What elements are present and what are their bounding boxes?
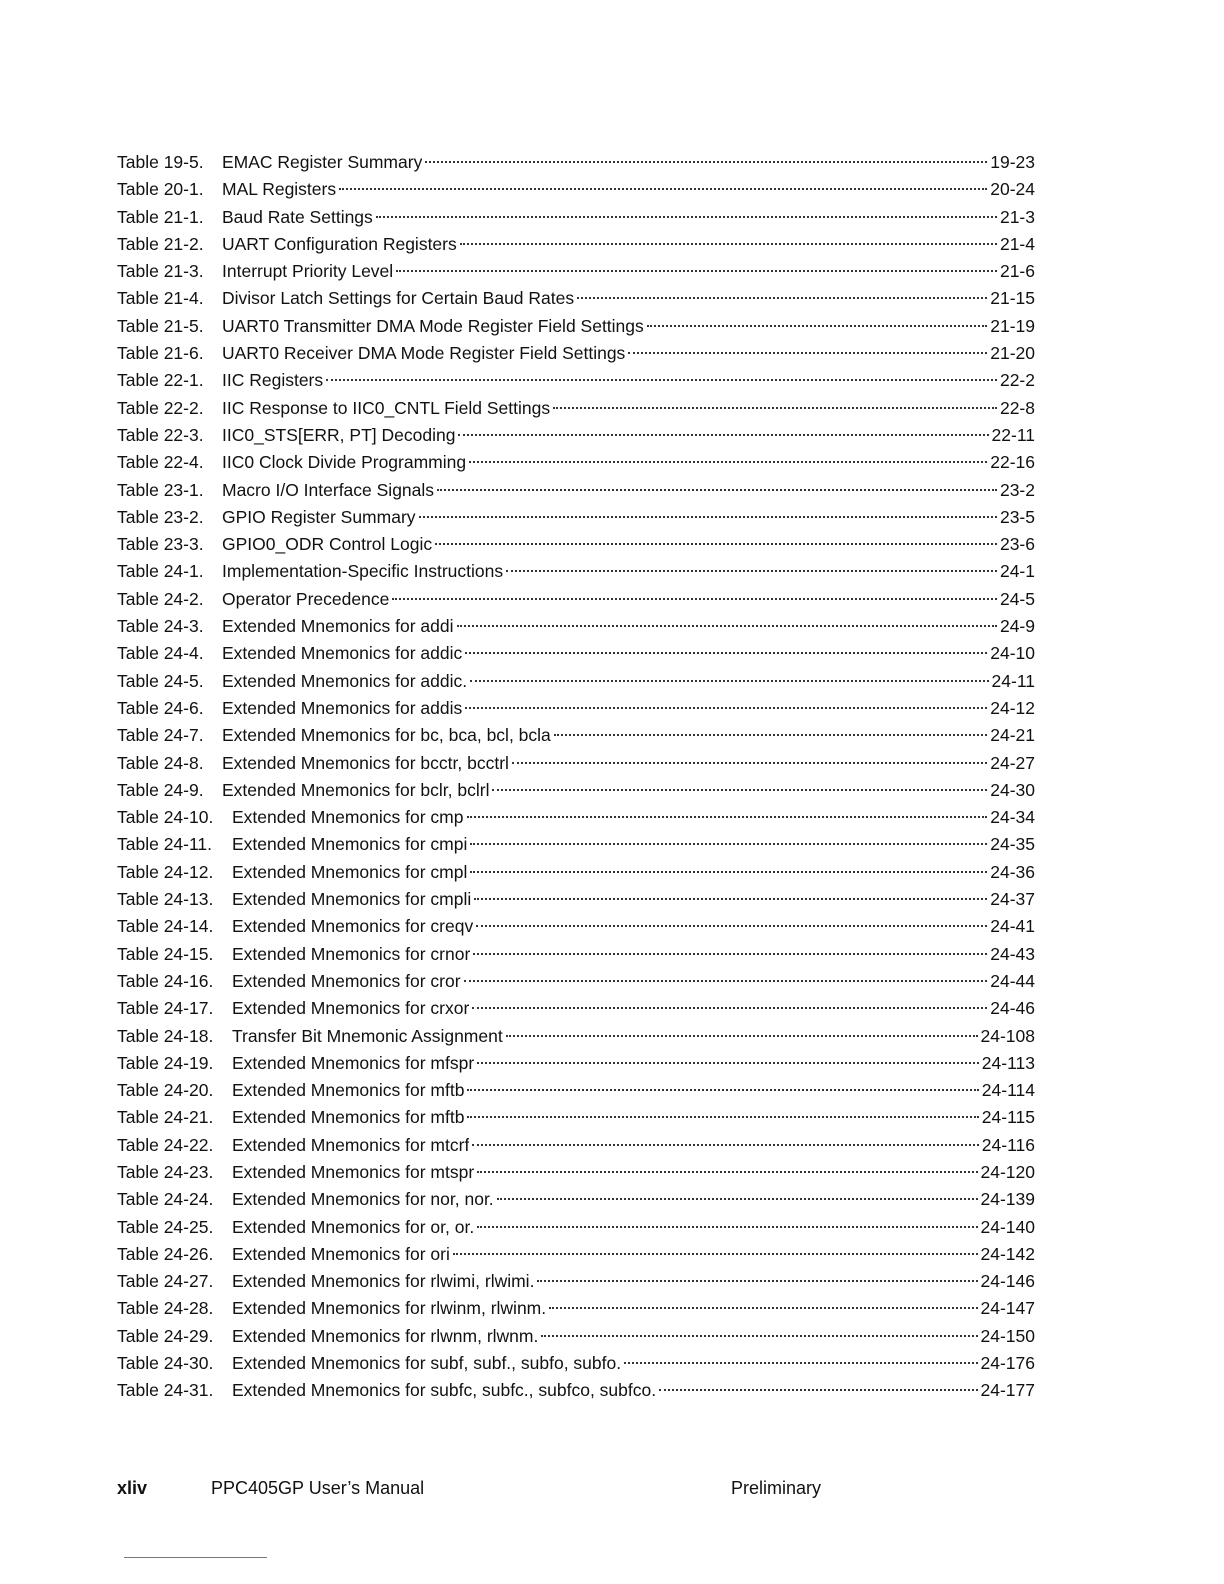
toc-entry-page: 24-146 [980, 1271, 1035, 1292]
toc-entry-number: Table 24-22. [117, 1134, 214, 1155]
toc-entry[interactable] [117, 613, 1035, 640]
toc-entry-page: 24-177 [980, 1380, 1035, 1401]
dot-leader [554, 734, 987, 736]
dot-leader [472, 1007, 987, 1009]
dot-leader [376, 216, 997, 218]
toc-entry-number: Table 24-4. [117, 643, 204, 664]
dot-leader [465, 707, 987, 709]
dot-leader [477, 1171, 977, 1173]
toc-entry-title: Extended Mnemonics for or, or. [232, 1216, 475, 1237]
toc-entry-page: 23-2 [999, 479, 1035, 500]
toc-entry-title: Extended Mnemonics for bclr, bclrl [222, 779, 490, 800]
dot-leader [512, 762, 987, 764]
toc-entry[interactable] [117, 340, 1035, 367]
toc-entry-page: 24-43 [990, 943, 1035, 964]
toc-entry-number: Table 24-9. [117, 779, 204, 800]
toc-entry-page: 24-150 [980, 1325, 1035, 1346]
toc-entry-title: Extended Mnemonics for crxor [232, 998, 470, 1019]
toc-entry-page: 23-6 [999, 534, 1035, 555]
toc-entry-number: Table 24-28. [117, 1298, 214, 1319]
toc-entry[interactable] [117, 449, 1035, 476]
toc-entry-page: 21-19 [990, 315, 1035, 336]
dot-leader [460, 243, 997, 245]
toc-entry-title: Extended Mnemonics for mtcrf [232, 1134, 470, 1155]
toc-entry-title: Extended Mnemonics for bcctr, bcctrl [222, 752, 509, 773]
toc-entry-title: Interrupt Priority Level [222, 261, 394, 282]
toc-entry[interactable] [117, 176, 1035, 203]
toc-entry-page: 24-27 [990, 752, 1035, 773]
toc-entry[interactable] [117, 1241, 1035, 1268]
toc-entry-page: 24-113 [981, 1052, 1035, 1073]
toc-entry-number: Table 24-21. [117, 1107, 214, 1128]
toc-entry-title: IIC Registers [222, 370, 324, 391]
dot-leader [435, 543, 997, 545]
dot-leader [472, 1144, 978, 1146]
toc-entry[interactable] [117, 313, 1035, 340]
toc-entry-page: 21-4 [999, 233, 1035, 254]
dot-leader [577, 297, 987, 299]
toc-entry[interactable] [117, 695, 1035, 722]
toc-entry-page: 24-44 [990, 970, 1035, 991]
toc-entry-title: EMAC Register Summary [222, 152, 423, 172]
dot-leader [326, 379, 997, 381]
toc-entry-number: Table 24-12. [117, 861, 214, 882]
toc-entry[interactable] [117, 1132, 1035, 1159]
toc-entry-title: Transfer Bit Mnemonic Assignment [232, 1025, 503, 1046]
toc-entry-title: Extended Mnemonics for bc, bca, bcl, bcla [222, 725, 551, 746]
toc-entry[interactable] [117, 1295, 1035, 1322]
toc-entry-page: 24-21 [990, 725, 1035, 746]
toc-entry-title: Extended Mnemonics for cmpli [232, 889, 472, 910]
toc-entry-title: IIC0 Clock Divide Programming [222, 452, 467, 473]
toc-entry-number: Table 19-5. [117, 152, 204, 172]
toc-entry[interactable] [117, 204, 1035, 231]
toc-entry[interactable] [117, 558, 1035, 585]
toc-entry-page: 24-11 [991, 670, 1035, 691]
toc-entry-title: Extended Mnemonics for cror [232, 970, 461, 991]
toc-entry-title: Macro I/O Interface Signals [222, 479, 435, 500]
toc-entry-page: 22-8 [999, 397, 1035, 418]
toc-entry-page: 24-140 [980, 1216, 1035, 1237]
toc-entry-number: Table 24-10. [117, 807, 214, 828]
toc-entry-number: Table 21-4. [117, 288, 204, 309]
toc-entry-title: Extended Mnemonics for ori [232, 1243, 450, 1264]
toc-entry[interactable] [117, 1350, 1035, 1377]
toc-entry[interactable] [117, 750, 1035, 777]
toc-entry-number: Table 24-19. [117, 1052, 214, 1073]
toc-entry-title: Extended Mnemonics for rlwimi, rlwimi. [232, 1271, 535, 1292]
toc-entry-title: Extended Mnemonics for mftb [232, 1080, 465, 1101]
dot-leader [392, 598, 997, 600]
toc-entry-page: 24-116 [981, 1134, 1035, 1155]
dot-leader [537, 1280, 977, 1282]
toc-entry-number: Table 21-6. [117, 343, 204, 364]
toc-entry[interactable] [117, 395, 1035, 422]
toc-entry[interactable] [117, 1104, 1035, 1131]
dot-leader [473, 953, 987, 955]
toc-entry-title: UART Configuration Registers [222, 233, 457, 254]
toc-entry-page: 24-115 [981, 1107, 1035, 1128]
dot-leader [497, 1198, 978, 1200]
bottom-rule-divider [124, 1557, 267, 1558]
toc-entry-number: Table 23-2. [117, 506, 204, 527]
toc-entry-page: 22-11 [991, 424, 1035, 445]
toc-entry[interactable] [117, 1159, 1035, 1186]
toc-entry-number: Table 24-1. [117, 561, 204, 582]
dot-leader [647, 325, 987, 327]
toc-entry-page: 21-15 [990, 288, 1035, 309]
list-of-tables [117, 149, 1035, 1405]
toc-entry-title: UART0 Transmitter DMA Mode Register Field Settings [222, 315, 644, 336]
toc-entry-page: 24-10 [990, 643, 1035, 664]
toc-entry-title: Extended Mnemonics for nor, nor. [232, 1189, 494, 1210]
toc-entry[interactable] [117, 367, 1035, 394]
toc-entry-page: 24-108 [980, 1025, 1035, 1046]
toc-entry-page: 24-12 [990, 697, 1035, 718]
toc-entry-number: Table 24-14. [117, 916, 214, 937]
footer-page-number: xliv [117, 1478, 148, 1498]
toc-entry-title: GPIO Register Summary [222, 506, 416, 527]
toc-entry-title: Divisor Latch Settings for Certain Baud Rates [222, 288, 575, 309]
toc-entry[interactable] [117, 258, 1035, 285]
toc-entry[interactable] [117, 668, 1035, 695]
toc-entry[interactable] [117, 586, 1035, 613]
toc-entry-title: Extended Mnemonics for addic [222, 643, 463, 664]
toc-entry-number: Table 24-27. [117, 1271, 214, 1292]
footer-status: Preliminary [731, 1478, 822, 1498]
toc-entry-number: Table 23-1. [117, 479, 204, 500]
toc-entry-title: Operator Precedence [222, 588, 390, 609]
toc-entry[interactable] [117, 1323, 1035, 1350]
dot-leader [437, 489, 997, 491]
dot-leader [506, 570, 997, 572]
dot-leader [467, 1089, 978, 1091]
dot-leader [492, 789, 987, 791]
toc-entry[interactable] [117, 231, 1035, 258]
toc-entry-page: 24-147 [980, 1298, 1035, 1319]
toc-entry-title: UART0 Receiver DMA Mode Register Field Settings [222, 343, 626, 364]
toc-entry[interactable] [117, 804, 1035, 831]
toc-entry-title: Extended Mnemonics for creqv [232, 916, 474, 937]
toc-entry[interactable] [117, 913, 1035, 940]
dot-leader [396, 270, 997, 272]
toc-entry[interactable] [117, 968, 1035, 995]
toc-entry-page: 24-142 [980, 1243, 1035, 1264]
toc-entry-number: Table 24-26. [117, 1243, 214, 1264]
toc-entry-number: Table 22-2. [117, 397, 204, 418]
toc-entry[interactable] [117, 477, 1035, 504]
toc-entry-title: IIC0_STS[ERR, PT] Decoding [222, 424, 456, 445]
dot-leader [628, 352, 987, 354]
toc-entry-page: 19-23 [990, 152, 1035, 172]
toc-entry-page: 24-114 [981, 1080, 1035, 1101]
toc-entry-page: 24-120 [980, 1161, 1035, 1182]
toc-entry-page: 20-24 [990, 179, 1035, 200]
dot-leader [476, 925, 987, 927]
toc-entry-title: Baud Rate Settings [222, 206, 373, 227]
toc-entry[interactable] [117, 831, 1035, 858]
toc-entry-title: IIC Response to IIC0_CNTL Field Settings [222, 397, 551, 418]
toc-entry-number: Table 24-3. [117, 616, 204, 637]
toc-entry-page: 24-30 [990, 779, 1035, 800]
toc-entry-title: Extended Mnemonics for subfc, subfc., subfco, subfco. [232, 1380, 657, 1401]
toc-entry-number: Table 20-1. [117, 179, 204, 200]
dot-leader [477, 1226, 977, 1228]
toc-entry-page: 24-37 [990, 889, 1035, 910]
toc-entry-title: Extended Mnemonics for cmpi [232, 834, 468, 855]
toc-entry-number: Table 24-6. [117, 697, 204, 718]
toc-entry-title: GPIO0_ODR Control Logic [222, 534, 433, 555]
dot-leader [339, 188, 987, 190]
toc-entry[interactable] [117, 1050, 1035, 1077]
dot-leader [457, 625, 997, 627]
toc-entry-page: 23-5 [999, 506, 1035, 527]
dot-leader [549, 1307, 977, 1309]
toc-entry-number: Table 21-2. [117, 233, 204, 254]
toc-entry[interactable] [117, 285, 1035, 312]
toc-entry-page: 24-41 [990, 916, 1035, 937]
toc-entry-page: 24-176 [980, 1353, 1035, 1374]
toc-entry-page: 21-3 [999, 206, 1035, 227]
toc-entry-number: Table 24-2. [117, 588, 204, 609]
toc-entry-number: Table 24-13. [117, 889, 214, 910]
toc-entry-title: Extended Mnemonics for addi [222, 616, 454, 637]
toc-entry[interactable] [117, 941, 1035, 968]
toc-entry-number: Table 24-20. [117, 1080, 214, 1101]
toc-entry-page: 24-1 [999, 561, 1035, 582]
toc-entry[interactable] [117, 777, 1035, 804]
toc-entry-number: Table 24-23. [117, 1161, 214, 1182]
dot-leader [419, 516, 997, 518]
toc-entry-page: 21-20 [990, 343, 1035, 364]
toc-entry[interactable] [117, 1214, 1035, 1241]
dot-leader [467, 816, 988, 818]
dot-leader [474, 898, 987, 900]
toc-entry-page: 22-16 [990, 452, 1035, 473]
dot-leader [659, 1389, 977, 1391]
dot-leader [506, 1035, 978, 1037]
toc-entry-page: 24-5 [999, 588, 1035, 609]
toc-entry-title: Extended Mnemonics for cmp [232, 807, 464, 828]
toc-entry-page: 24-35 [990, 834, 1035, 855]
toc-entry-number: Table 23-3. [117, 534, 204, 555]
toc-entry-title: Extended Mnemonics for cmpl [232, 861, 468, 882]
toc-entry-page: 24-34 [990, 807, 1035, 828]
toc-entry-title: Extended Mnemonics for crnor [232, 943, 471, 964]
dot-leader [458, 434, 988, 436]
toc-entry-title: Extended Mnemonics for rlwinm, rlwinm. [232, 1298, 547, 1319]
toc-entry-number: Table 24-18. [117, 1025, 214, 1046]
toc-entry[interactable] [117, 640, 1035, 667]
toc-entry-number: Table 22-4. [117, 452, 204, 473]
toc-entry-title: Extended Mnemonics for addic. [222, 670, 468, 691]
toc-entry[interactable] [117, 531, 1035, 558]
toc-entry-title: MAL Registers [222, 179, 337, 200]
toc-entry-title: Extended Mnemonics for subf, subf., subfo, subfo. [232, 1353, 622, 1374]
dot-leader [425, 161, 987, 163]
toc-entry-number: Table 24-29. [117, 1325, 214, 1346]
dot-leader [465, 652, 987, 654]
toc-entry[interactable] [117, 995, 1035, 1022]
toc-entry-number: Table 22-1. [117, 370, 204, 391]
toc-entry[interactable] [117, 1268, 1035, 1295]
toc-entry-number: Table 24-17. [117, 998, 214, 1019]
toc-entry-number: Table 21-3. [117, 261, 204, 282]
toc-entry-page: 22-2 [999, 370, 1035, 391]
toc-entry[interactable] [117, 1023, 1035, 1050]
dot-leader [477, 1062, 979, 1064]
toc-entry-title: Extended Mnemonics for mtspr [232, 1161, 475, 1182]
dot-leader [469, 461, 987, 463]
dot-leader [541, 1335, 977, 1337]
toc-entry[interactable] [117, 504, 1035, 531]
dot-leader [464, 980, 988, 982]
toc-entry-number: Table 24-24. [117, 1189, 214, 1210]
toc-entry[interactable] [117, 149, 1035, 176]
toc-entry-page: 24-139 [980, 1189, 1035, 1210]
toc-entry-number: Table 24-5. [117, 670, 204, 691]
toc-entry-number: Table 22-3. [117, 424, 204, 445]
toc-entry-title: Extended Mnemonics for mftb [232, 1107, 465, 1128]
toc-entry[interactable] [117, 422, 1035, 449]
toc-entry-page: 24-9 [999, 616, 1035, 637]
toc-entry[interactable] [117, 859, 1035, 886]
footer-manual-title: PPC405GP User’s Manual [211, 1478, 425, 1498]
toc-entry-number: Table 24-30. [117, 1353, 214, 1374]
dot-leader [624, 1362, 977, 1364]
dot-leader [470, 871, 987, 873]
toc-entry-number: Table 24-8. [117, 752, 204, 773]
toc-entry[interactable] [117, 722, 1035, 749]
toc-entry[interactable] [117, 1377, 1035, 1404]
dot-leader [553, 407, 997, 409]
toc-entry-number: Table 24-25. [117, 1216, 214, 1237]
toc-entry-page: 24-36 [990, 861, 1035, 882]
toc-entry[interactable] [117, 886, 1035, 913]
toc-entry-page: 24-46 [990, 998, 1035, 1019]
toc-entry-title: Extended Mnemonics for rlwnm, rlwnm. [232, 1325, 539, 1346]
toc-entry-title: Implementation-Specific Instructions [222, 561, 504, 582]
dot-leader [467, 1116, 978, 1118]
toc-entry-number: Table 24-7. [117, 725, 204, 746]
toc-entry-number: Table 21-5. [117, 315, 204, 336]
toc-entry-page: 21-6 [999, 261, 1035, 282]
toc-entry-title: Extended Mnemonics for addis [222, 697, 463, 718]
toc-entry-number: Table 21-1. [117, 206, 204, 227]
toc-entry-number: Table 24-15. [117, 943, 214, 964]
toc-entry-number: Table 24-11. [117, 834, 213, 855]
dot-leader [453, 1253, 978, 1255]
toc-entry-number: Table 24-16. [117, 970, 214, 991]
toc-entry[interactable] [117, 1186, 1035, 1213]
toc-entry[interactable] [117, 1077, 1035, 1104]
dot-leader [470, 680, 988, 682]
toc-entry-number: Table 24-31. [117, 1380, 214, 1401]
dot-leader [470, 843, 987, 845]
toc-entry-title: Extended Mnemonics for mfspr [232, 1052, 475, 1073]
toc-entries [117, 149, 1035, 1405]
